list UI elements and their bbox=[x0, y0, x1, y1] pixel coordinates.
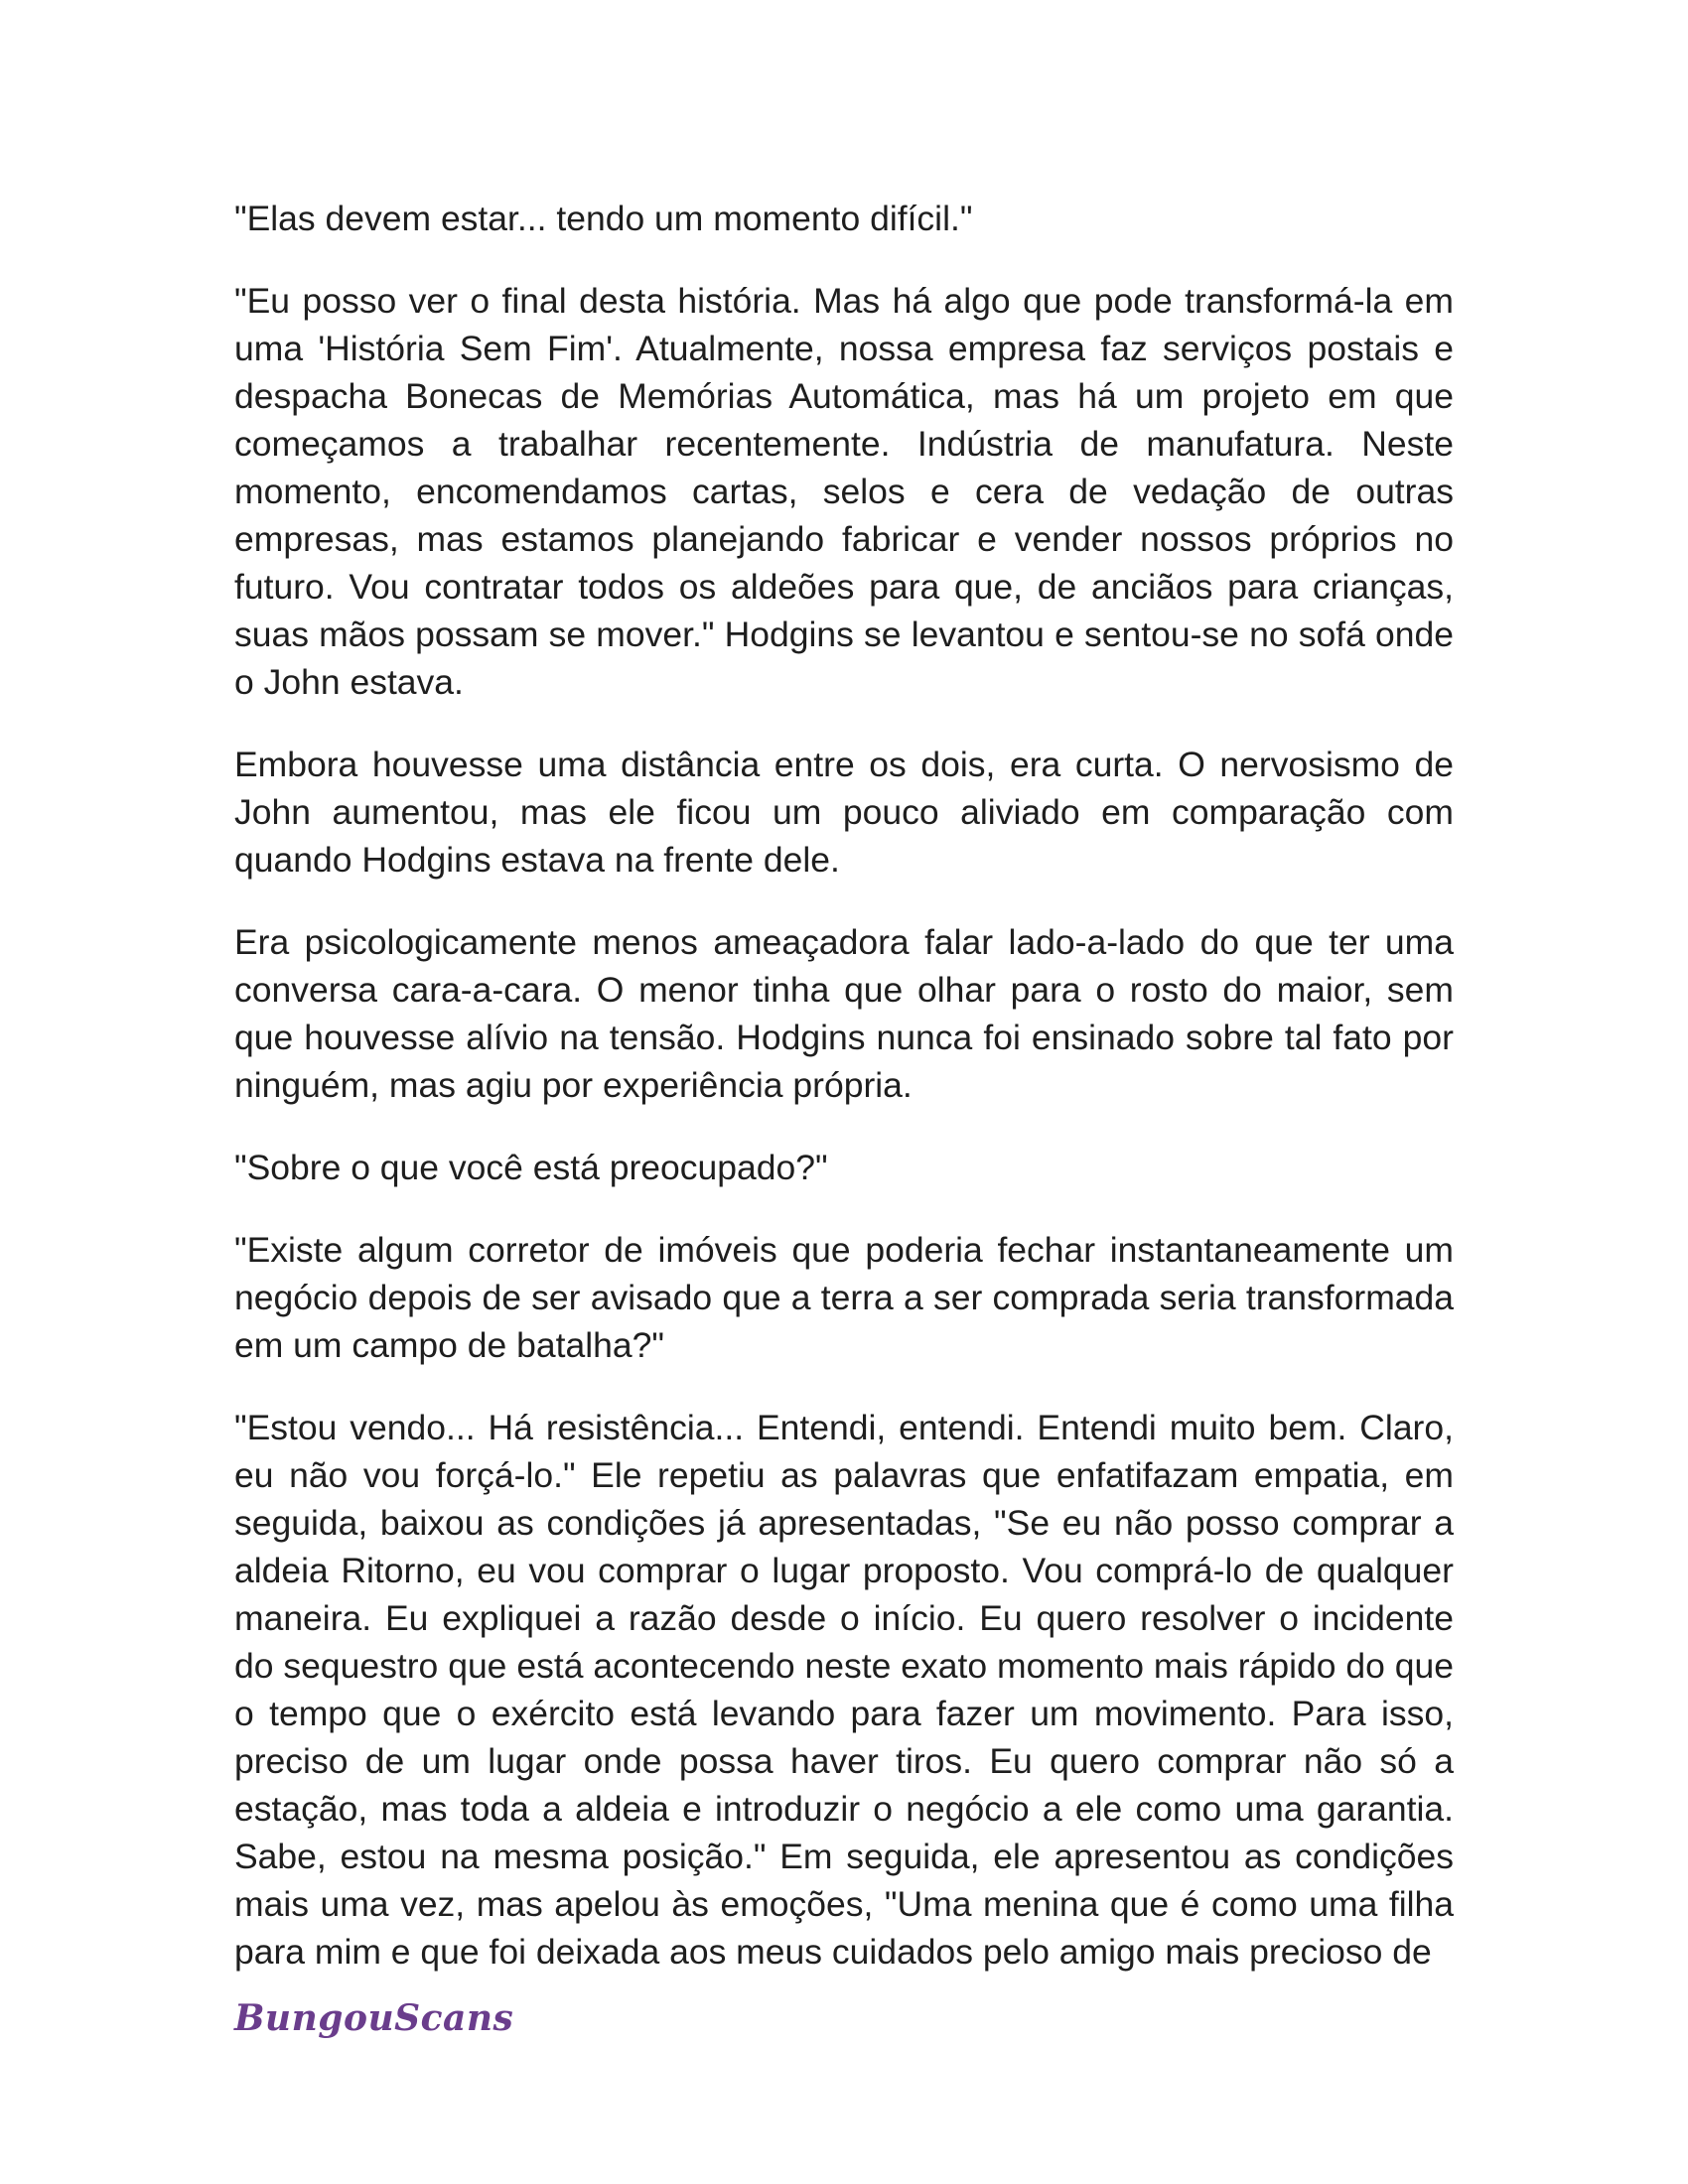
paragraph-4: Era psicologicamente menos ameaçadora falar lado-a-lado do que ter uma conversa cara-a-cara. O menor tinha que olhar para o rosto do maior, sem que houvesse alívio na tensão. Hodgins nunca foi ensinado sobre tal fato por ninguém, mas agiu por experiência própria. bbox=[234, 922, 1454, 1105]
footer-watermark: BungouScans bbox=[234, 1997, 514, 2039]
paragraph-6: "Existe algum corretor de imóveis que poderia fechar instantaneamente um negócio depois de ser avisado que a terra a ser comprada seria transformada em um campo de batalha?" bbox=[234, 1230, 1454, 1365]
paragraph-1: "Elas devem estar... tendo um momento difícil." bbox=[234, 199, 973, 238]
paragraph-2: "Eu posso ver o final desta história. Mas há algo que pode transformá-la em uma 'História Sem Fim'. Atualmente, nossa empresa faz serviços postais e despacha Bonecas de Memórias Automática, mas há um projeto em que começamos a trabalhar recentemente. Indústria de manufatura. Neste momento, encomendamos cartas, selos e cera de vedação de outras empresas, mas estamos planejando fabricar e vender nossos próprios no futuro. Vou contratar todos os aldeões para que, de anciãos para crianças, suas mãos possam se mover." Hodgins se levantou e sentou-se no sofá onde o John estava. bbox=[234, 281, 1454, 702]
paragraph-3: Embora houvesse uma distância entre os dois, era curta. O nervosismo de John aumentou, mas ele ficou um pouco aliviado em comparação com quando Hodgins estava na frente dele. bbox=[234, 745, 1454, 880]
document-body bbox=[234, 195, 1454, 2010]
paragraph-7: "Estou vendo... Há resistência... Entendi, entendi. Entendi muito bem. Claro, eu não vou forçá-lo." Ele repetiu as palavras que enfatifazam empatia, em seguida, baixou as condições já apresentadas, "Se eu não posso comprar a aldeia Ritorno, eu vou comprar o lugar proposto. Vou comprá-lo de qualquer maneira. Eu expliquei a razão desde o início. Eu quero resolver o incidente do sequestro que está acontecendo neste exato momento mais rápido do que o tempo que o exército está levando para fazer um movimento. Para isso, preciso de um lugar onde possa haver tiros. Eu quero comprar não só a estação, mas toda a aldeia e introduzir o negócio a ele como uma garantia. Sabe, estou na mesma posição." Em seguida, ele apresentou as condições mais uma vez, mas apelou às emoções, "Uma menina que é como uma filha para mim e que foi deixada aos meus cuidados pelo amigo mais precioso de bbox=[234, 1408, 1454, 1972]
paragraph-5: "Sobre o que você está preocupado?" bbox=[234, 1148, 828, 1187]
